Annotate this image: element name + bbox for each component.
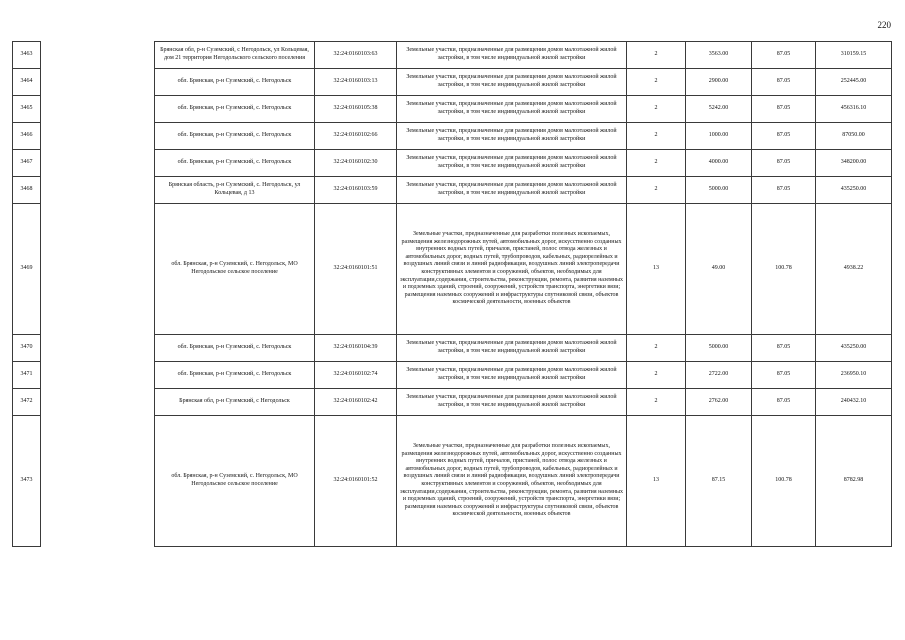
cell-cadastral-value: 435250.00: [816, 177, 892, 204]
cell-land-purpose: Земельные участки, предназначенные для разработки полезных ископаемых, размещения железнодорожных путей, автомобильных дорог, искусственно созданных внутренних водных путей, причалов, пристаней, полос отвода железных и автомобильных дорог, водных путей, трубопроводов, кабельных, радиорелейных и воздушных линий связи и линий радиофикации, воздушных линий электропередачи конструктивных элементов и сооружений, объектов, необходимых для эксплуатации,содержания, строительства, реконструкции, ремонта, развития наземных и подземных зданий, строений, сооружений, устройств транспорта, энергетики вязи; размещения наземных сооружений и инфраструктуры спутниковой связи, объектов космической деятельности, военных объектов: [397, 416, 627, 547]
cell-land-purpose: Земельные участки, предназначенные для размещения домов малоэтажной жилой застройки, в том числе индивидуальной жилой застройки: [397, 96, 627, 123]
cell-group: 13: [627, 204, 686, 335]
table-row: [13, 362, 892, 389]
cell-area: 5000.00: [686, 177, 752, 204]
cell-empty: [41, 123, 155, 150]
cell-land-purpose: Земельные участки, предназначенные для размещения домов малоэтажной жилой застройки, в том числе индивидуальной жилой застройки: [397, 177, 627, 204]
cell-land-purpose: Земельные участки, предназначенные для размещения домов малоэтажной жилой застройки, в том числе индивидуальной жилой застройки: [397, 42, 627, 69]
cell-address: Брянская обл, р-н Суземский, с Негодольск: [155, 389, 315, 416]
cell-address: обл. Брянская, р-н Суземский, с. Негодольск: [155, 123, 315, 150]
cell-number: 3472: [13, 389, 41, 416]
cell-cadastral-number: 32:24:0160102:66: [315, 123, 397, 150]
cell-cadastral-value: 435250.00: [816, 335, 892, 362]
cell-area: 5242.00: [686, 96, 752, 123]
table-row: [13, 42, 892, 69]
cell-number: 3465: [13, 96, 41, 123]
cell-area: 87.15: [686, 416, 752, 547]
cell-group: 2: [627, 335, 686, 362]
cell-number: 3471: [13, 362, 41, 389]
cell-rate: 87.05: [752, 96, 816, 123]
cell-empty: [41, 69, 155, 96]
cell-number: 3470: [13, 335, 41, 362]
cell-rate: 87.05: [752, 150, 816, 177]
cell-cadastral-value: 236950.10: [816, 362, 892, 389]
cell-number: 3463: [13, 42, 41, 69]
cell-cadastral-number: 32:24:0160103:63: [315, 42, 397, 69]
cell-cadastral-number: 32:24:0160103:59: [315, 177, 397, 204]
cell-group: 2: [627, 389, 686, 416]
cell-address: обл. Брянская, р-н Суземский, с. Негодольск: [155, 69, 315, 96]
cell-rate: 87.05: [752, 177, 816, 204]
table-row: [13, 69, 892, 96]
cell-empty: [41, 150, 155, 177]
cell-cadastral-value: 252445.00: [816, 69, 892, 96]
cell-land-purpose: Земельные участки, предназначенные для размещения домов малоэтажной жилой застройки, в том числе индивидуальной жилой застройки: [397, 123, 627, 150]
cell-land-purpose: Земельные участки, предназначенные для размещения домов малоэтажной жилой застройки, в том числе индивидуальной жилой застройки: [397, 389, 627, 416]
cell-address: Брянская область, р-н Суземский, с. Негодольск, ул Кольцевая, д 13: [155, 177, 315, 204]
table-row: [13, 335, 892, 362]
cell-rate: 87.05: [752, 42, 816, 69]
cell-rate: 87.05: [752, 335, 816, 362]
cell-number: 3464: [13, 69, 41, 96]
cell-empty: [41, 362, 155, 389]
cell-number: 3469: [13, 204, 41, 335]
cell-cadastral-value: 348200.00: [816, 150, 892, 177]
cell-address: обл. Брянская, р-н Суземский, с. Негодольск, МО Негодольское сельское поселение: [155, 416, 315, 547]
table-row: [13, 96, 892, 123]
cell-rate: 87.05: [752, 123, 816, 150]
cell-group: 2: [627, 96, 686, 123]
cell-address: обл. Брянская, р-н Суземский, с. Негодольск: [155, 362, 315, 389]
cell-area: 3563.00: [686, 42, 752, 69]
cell-rate: 87.05: [752, 389, 816, 416]
cell-cadastral-number: 32:24:0160102:74: [315, 362, 397, 389]
cell-empty: [41, 389, 155, 416]
page-number: 220: [877, 20, 891, 30]
cell-rate: 100.78: [752, 204, 816, 335]
cell-area: 2722.00: [686, 362, 752, 389]
cell-land-purpose: Земельные участки, предназначенные для размещения домов малоэтажной жилой застройки, в том числе индивидуальной жилой застройки: [397, 335, 627, 362]
cell-group: 2: [627, 123, 686, 150]
cell-rate: 87.05: [752, 69, 816, 96]
cell-cadastral-value: 310159.15: [816, 42, 892, 69]
cell-cadastral-value: 240432.10: [816, 389, 892, 416]
cell-area: 2762.00: [686, 389, 752, 416]
cell-land-purpose: Земельные участки, предназначенные для размещения домов малоэтажной жилой застройки, в том числе индивидуальной жилой застройки: [397, 69, 627, 96]
cell-area: 49.00: [686, 204, 752, 335]
cell-number: 3467: [13, 150, 41, 177]
cell-rate: 100.78: [752, 416, 816, 547]
cell-area: 2900.00: [686, 69, 752, 96]
cell-area: 4000.00: [686, 150, 752, 177]
cell-cadastral-value: 456316.10: [816, 96, 892, 123]
cell-empty: [41, 177, 155, 204]
cell-land-purpose: Земельные участки, предназначенные для размещения домов малоэтажной жилой застройки, в том числе индивидуальной жилой застройки: [397, 362, 627, 389]
cell-address: Брянская обл, р-н Суземский, с Негодольск, ул Кольцевая, дом 21 территория Негодольского сельского поселения: [155, 42, 315, 69]
cell-cadastral-number: 32:24:0160102:42: [315, 389, 397, 416]
cell-empty: [41, 204, 155, 335]
cell-group: 2: [627, 42, 686, 69]
cell-empty: [41, 96, 155, 123]
cell-cadastral-value: 4938.22: [816, 204, 892, 335]
cell-group: 2: [627, 150, 686, 177]
table-row: [13, 150, 892, 177]
cell-address: обл. Брянская, р-н Суземский, с. Негодольск: [155, 150, 315, 177]
cell-number: 3473: [13, 416, 41, 547]
cell-cadastral-value: 87050.00: [816, 123, 892, 150]
table-row: [13, 177, 892, 204]
cell-area: 5000.00: [686, 335, 752, 362]
cell-cadastral-number: 32:24:0160103:13: [315, 69, 397, 96]
cell-group: 2: [627, 177, 686, 204]
cell-group: 2: [627, 69, 686, 96]
cell-cadastral-number: 32:24:0160102:30: [315, 150, 397, 177]
cell-cadastral-value: 8782.98: [816, 416, 892, 547]
cell-empty: [41, 335, 155, 362]
cell-address: обл. Брянская, р-н Суземский, с. Негодольск: [155, 335, 315, 362]
table-row: [13, 416, 892, 547]
cell-address: обл. Брянская, р-н Суземский, с. Негодольск, МО Негодольское сельское поселение: [155, 204, 315, 335]
cell-number: 3468: [13, 177, 41, 204]
cell-cadastral-number: 32:24:0160104:39: [315, 335, 397, 362]
cell-group: 13: [627, 416, 686, 547]
table-body: [13, 42, 892, 547]
cell-land-purpose: Земельные участки, предназначенные для размещения домов малоэтажной жилой застройки, в том числе индивидуальной жилой застройки: [397, 150, 627, 177]
cell-cadastral-number: 32:24:0160105:38: [315, 96, 397, 123]
cell-empty: [41, 42, 155, 69]
land-valuation-table: [12, 41, 892, 547]
cell-empty: [41, 416, 155, 547]
cell-group: 2: [627, 362, 686, 389]
cell-number: 3466: [13, 123, 41, 150]
table-row: [13, 123, 892, 150]
cell-cadastral-number: 32:24:0160101:52: [315, 416, 397, 547]
cell-address: обл. Брянская, р-н Суземский, с. Негодольск: [155, 96, 315, 123]
cell-rate: 87.05: [752, 362, 816, 389]
table-row: [13, 204, 892, 335]
cell-land-purpose: Земельные участки, предназначенные для разработки полезных ископаемых, размещения железнодорожных путей, автомобильных дорог, искусственно созданных внутренних водных путей, причалов, пристаней, полос отвода железных и автомобильных дорог, водных путей, трубопроводов, кабельных, радиорелейных и воздушных линий связи и линий радиофикации, воздушных линий электропередачи конструктивных элементов и сооружений, объектов, необходимых для эксплуатации,содержания, строительства, реконструкции, ремонта, развития наземных и подземных зданий, строений, сооружений, устройств транспорта, энергетики вязи; размещения наземных сооружений и инфраструктуры спутниковой связи, объектов космической деятельности, военных объектов: [397, 204, 627, 335]
cell-cadastral-number: 32:24:0160101:51: [315, 204, 397, 335]
cell-area: 1000.00: [686, 123, 752, 150]
table-row: [13, 389, 892, 416]
